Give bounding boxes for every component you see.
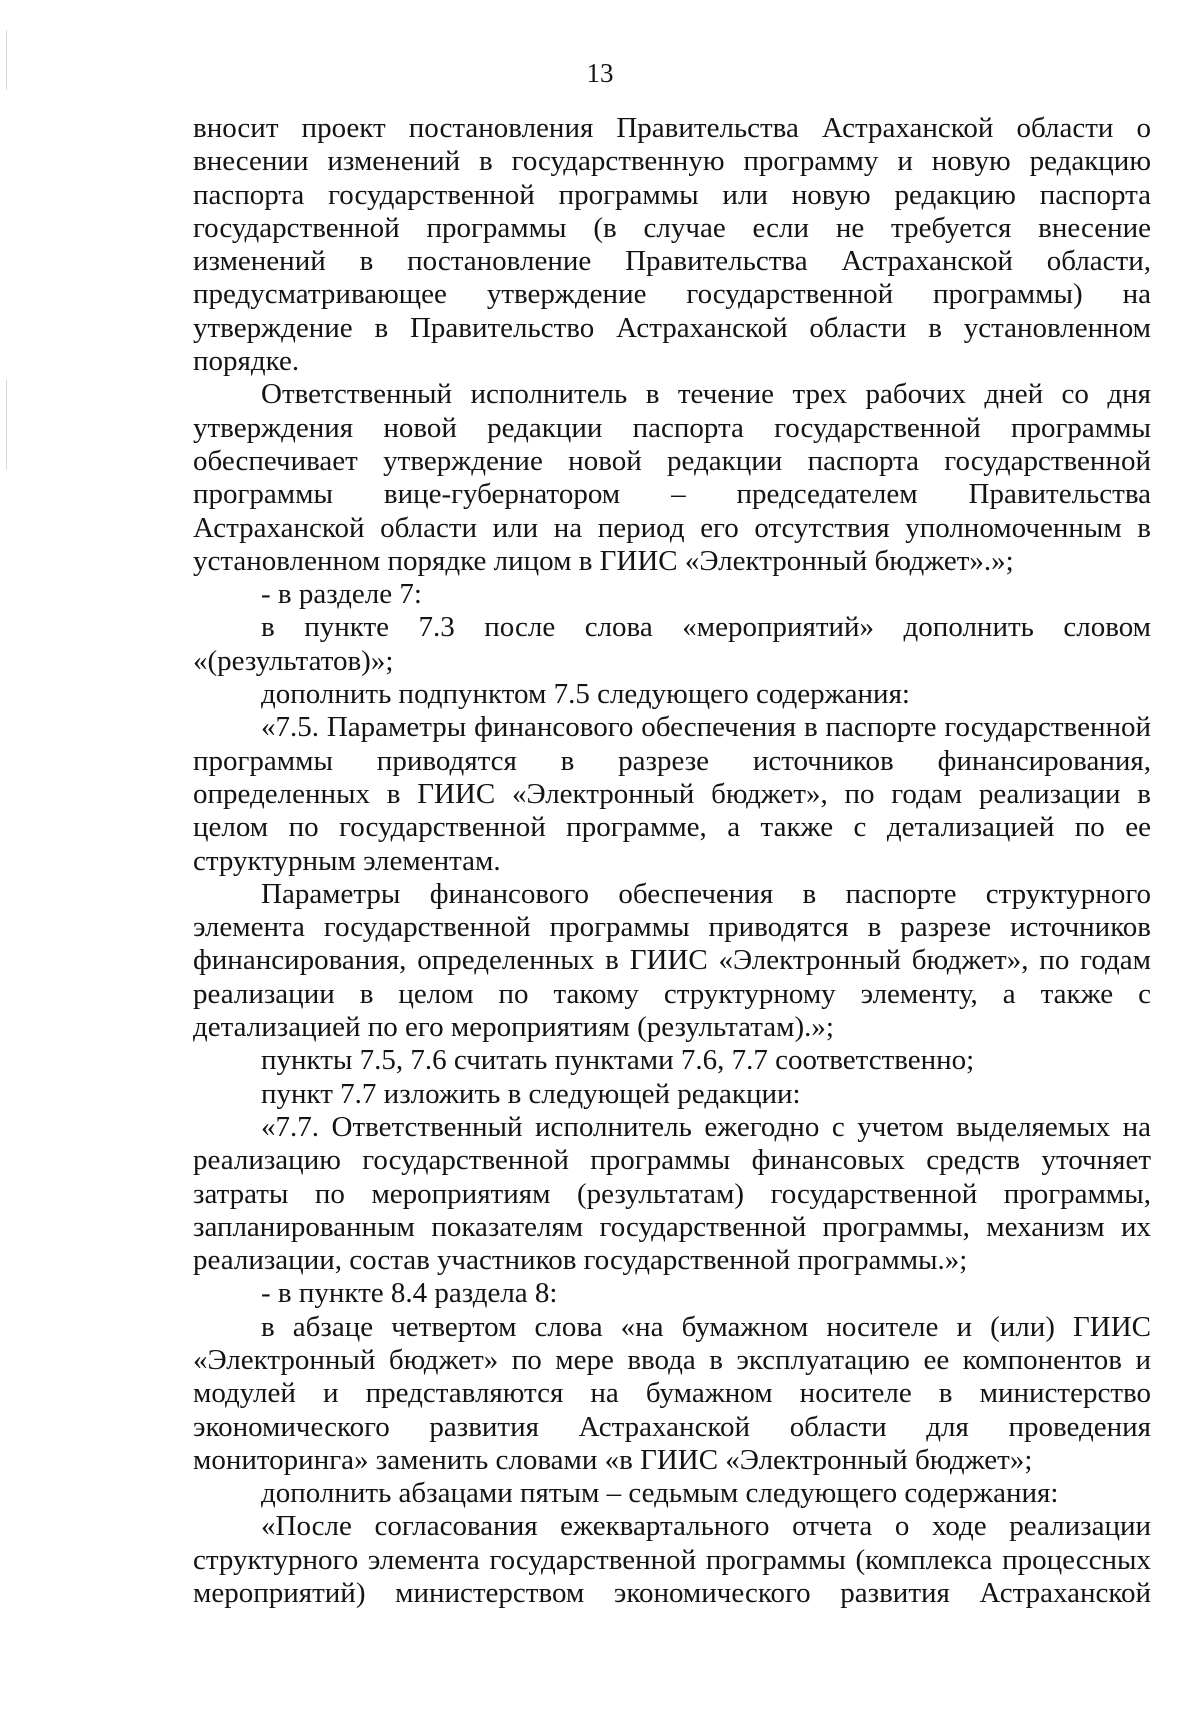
page-number: 13 <box>586 58 614 88</box>
paragraph: «7.7. Ответственный исполнитель ежегодно с учетом выделяемых на реализацию государственной программы финансовых средств уточняет затраты по мероприятиям (результатам) государственной программы, запланированным показателям государственной программы, механизм их реализации, состав участников государственной программы.»; <box>193 1110 1151 1277</box>
paragraph: «7.5. Параметры финансового обеспечения в паспорте государственной программы приводятся в разрезе источников финансирования, определенных в ГИИС «Электронный бюджет», по годам реализации в целом по государственной программе, а также с детализацией по ее структурным элементам. <box>193 711 1151 877</box>
paragraph: Параметры финансового обеспечения в паспорте структурного элемента государственной программы приводятся в разрезе источников финансирования, определенных в ГИИС «Электронный бюджет», по годам реализации в целом по такому структурному элементу, а также с детализацией по его мероприятиям (результатам).»; <box>193 877 1151 1044</box>
paragraph: «После согласования ежеквартального отчета о ходе реализации структурного элемента государственной программы (комплекса процессных мероприятий) министерством экономического развития Астраханской <box>193 1510 1151 1610</box>
paragraph: - в пункте 8.4 раздела 8: <box>261 1277 558 1310</box>
paragraph: в абзаце четвертом слова «на бумажном носителе и (или) ГИИС «Электронный бюджет» по мере ввода в эксплуатацию ее компонентов и модулей и представляются на бумажном носителе в министерство экономического развития Астраханской области для проведения мониторинга» заменить словами «в ГИИС «Электронный бюджет»; <box>193 1310 1151 1476</box>
paragraph: пункт 7.7 изложить в следующей редакции: <box>261 1077 801 1110</box>
scan-edge-mark <box>6 380 7 470</box>
paragraph: пункты 7.5, 7.6 считать пунктами 7.6, 7.7 соответственно; <box>261 1044 975 1077</box>
paragraph: - в разделе 7: <box>261 578 422 611</box>
paragraph: вносит проект постановления Правительства Астраханской области о внесении изменений в государственную программу и новую редакцию паспорта государственной программы или новую редакцию паспорта государственной программы (в случае если не требуется внесение изменений в постановление Правительства Астраханской области, предусматривающее утверждение государственной программы) на утверждение в Правительство Астраханской области в установленном порядке. <box>193 112 1151 378</box>
paragraph: Ответственный исполнитель в течение трех рабочих дней со дня утверждения новой редакции паспорта государственной программы обеспечивает утверждение новой редакции паспорта государственной программы вице-губернатором – председателем Правительства Астраханской области или на период его отсутствия уполномоченным в установленном порядке лицом в ГИИС «Электронный бюджет».»; <box>193 378 1151 577</box>
paragraph: дополнить абзацами пятым – седьмым следующего содержания: <box>261 1477 1059 1510</box>
paragraph: дополнить подпунктом 7.5 следующего содержания: <box>261 678 910 711</box>
paragraph: в пункте 7.3 после слова «мероприятий» дополнить словом «(результатов)»; <box>193 611 1151 677</box>
document-body <box>193 112 1151 1610</box>
